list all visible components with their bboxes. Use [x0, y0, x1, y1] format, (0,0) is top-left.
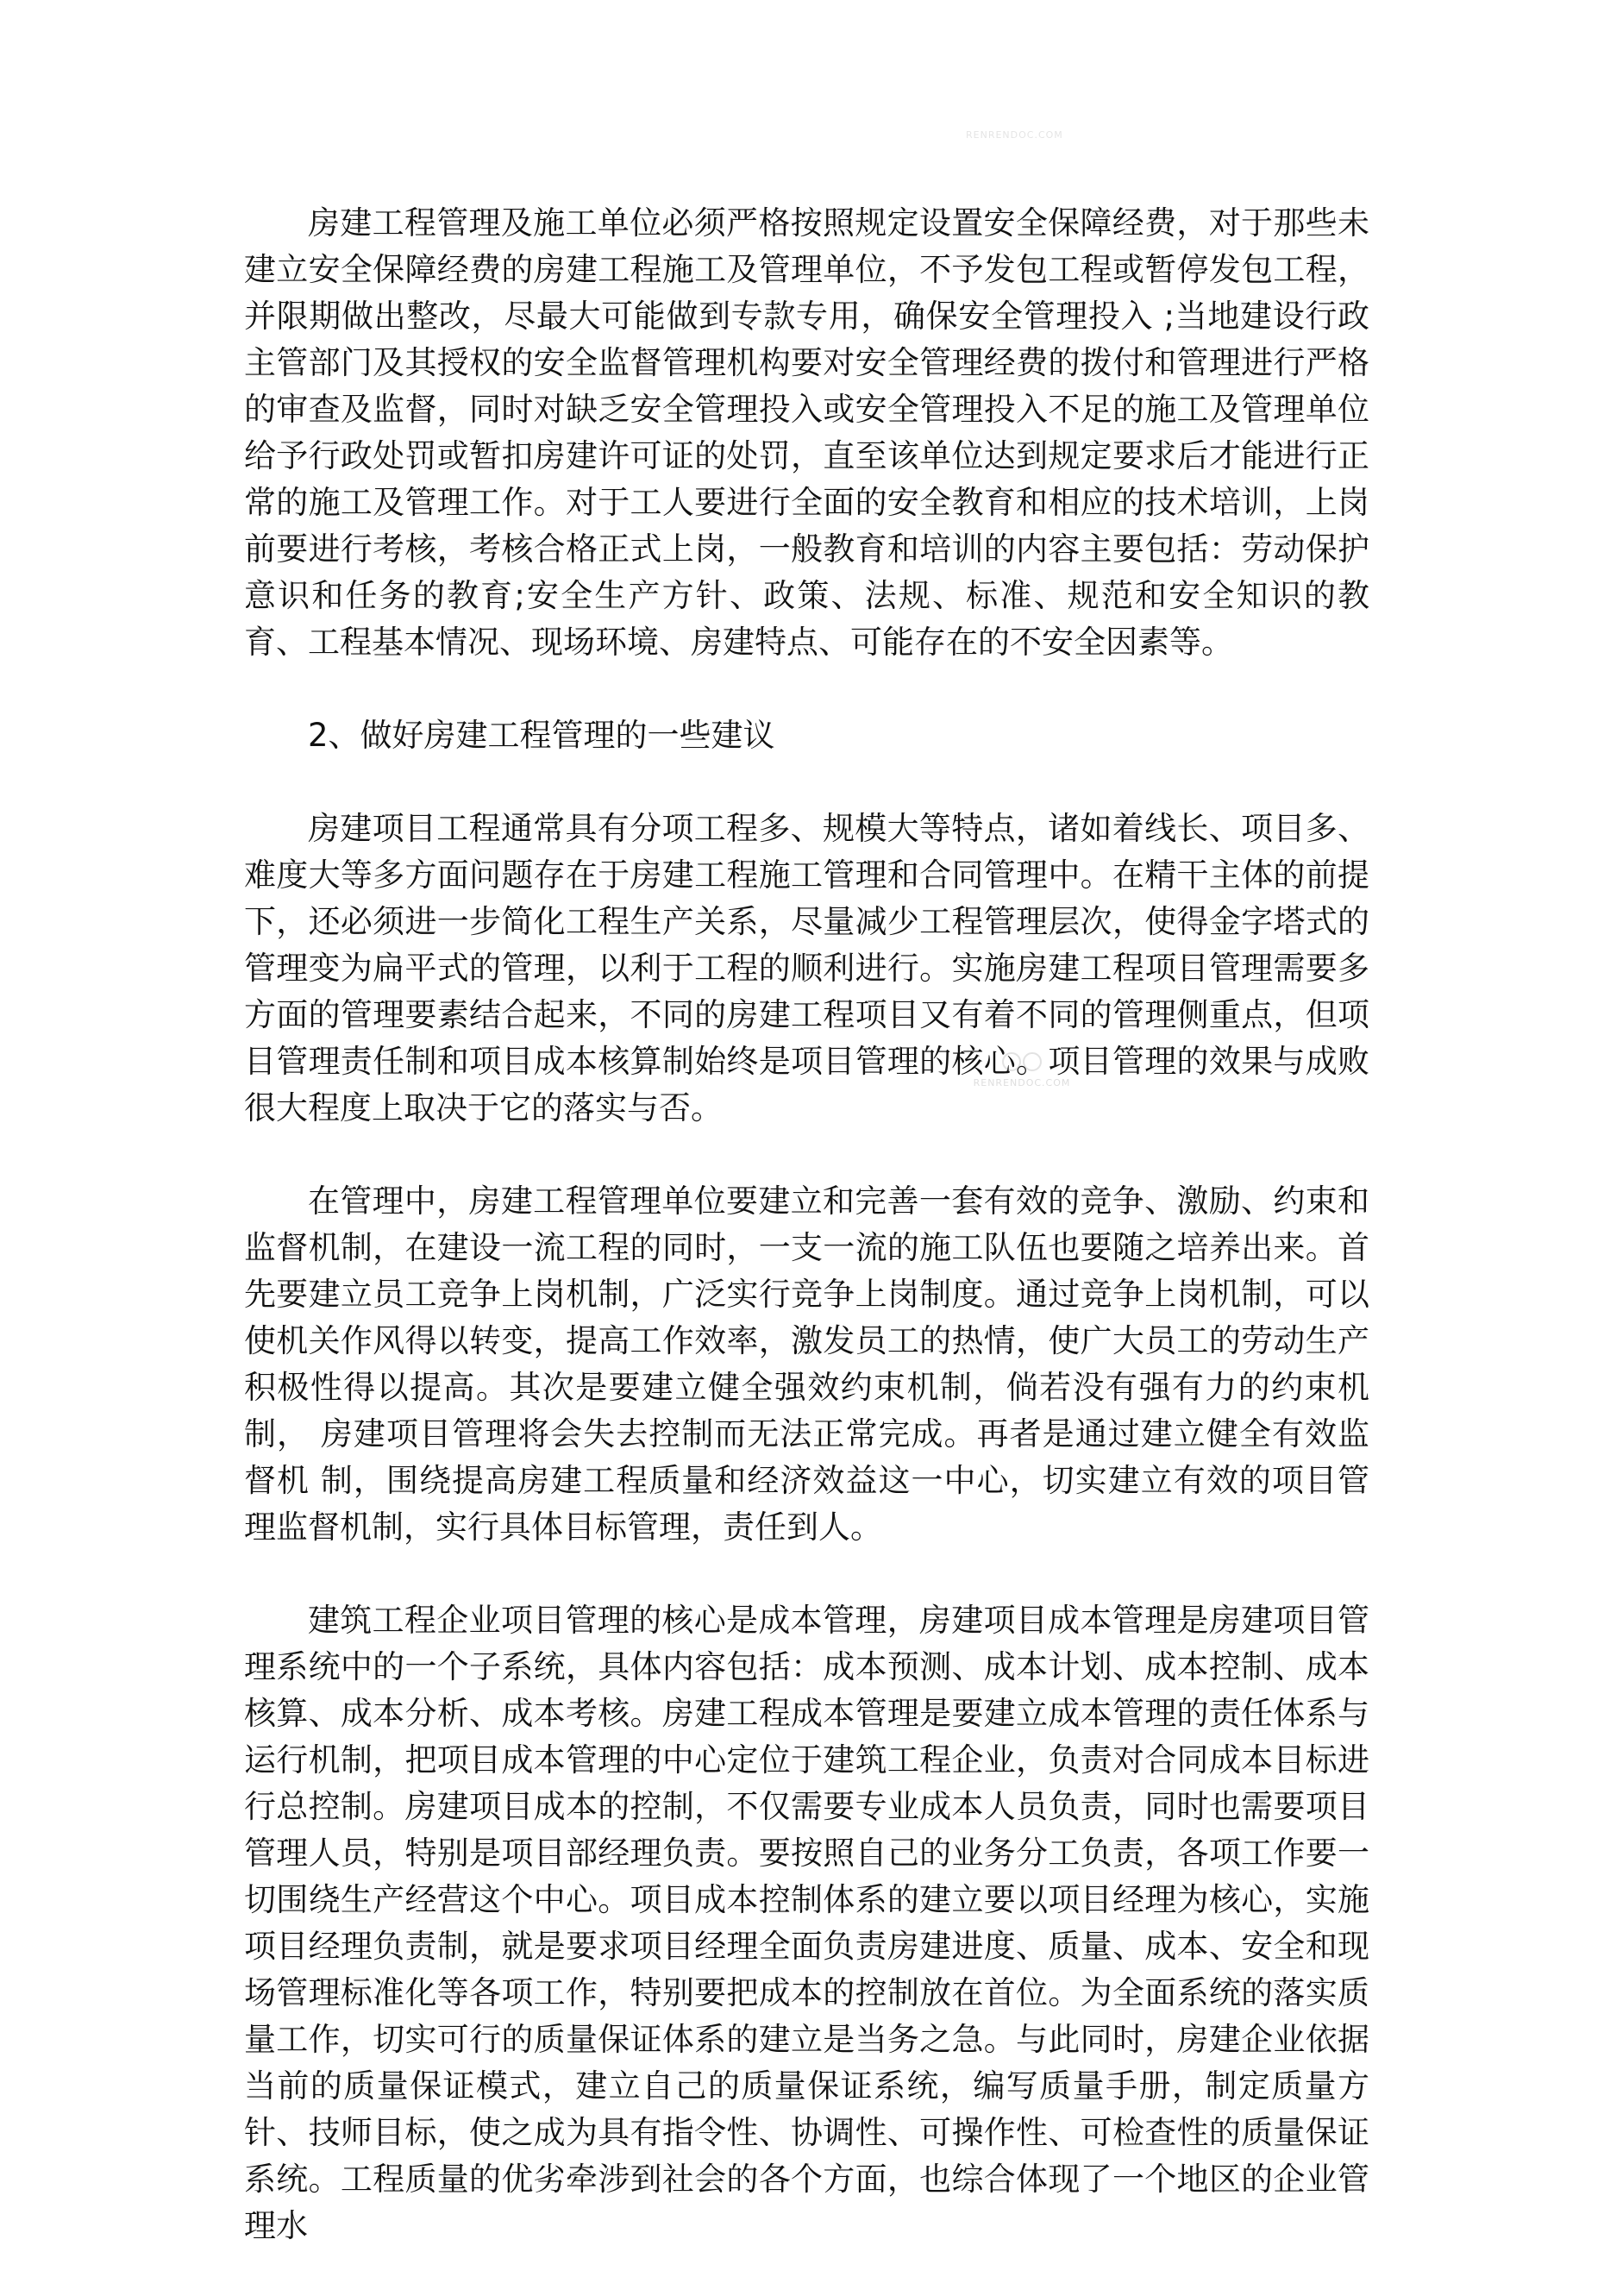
paragraph-4: 建筑工程企业项目管理的核心是成本管理，房建项目成本管理是房建项目管理系统中的一个子系统，具体内容包括：成本预测、成本计划、成本控制、成本核算、成本分析、成本考核。房建工程成本管理是要建立成本管理的责任体系与运行机制，把项目成本管理的中心定位于建筑工程企业，负责对合同成本目标进行总控制。房建项目成本的控制，不仅需要专业成本人员负责，同时也需要项目管理人员，特别是项目部经理负责。要按照自己的业务分工负责，各项工作要一切围绕生产经营这个中心。项目成本控制体系的建立要以项目经理为核心，实施项目经理负责制，就是要求项目经理全面负责房建进度、质量、成本、安全和现场管理标准化等各项工作，特别要把成本的控制放在首位。为全面系统的落实质量工作，切实可行的质量保证体系的建立是当务之急。与此同时，房建企业依据当前的质量保证模式，建立自己的质量保证系统，编写质量手册，制定质量方针、技师目标，使之成为具有指令性、协调性、可操作性、可检查性的质量保证系统。工程质量的优劣牵涉到社会的各个方面，也综合体现了一个地区的企业管理水	[244, 1602, 1369, 2244]
watermark-top: RENRENDOC.COM	[966, 129, 1063, 141]
paragraph-1: 房建工程管理及施工单位必须严格按照规定设置安全保障经费，对于那些未建立安全保障经费的房建工程施工及管理单位，不予发包工程或暂停发包工程，并限期做出整改，尽最大可能做到专款专用，确保安全管理投入 ;当地建设行政主管部门及其授权的安全监督管理机构要对安全管理经费的拨付和管理进行严格的审查及监督，同时对缺乏安全管理投入或安全管理投入不足的施工及管理单位给予行政处罚或暂扣房建许可证的处罚，直至该单位达到规定要求后才能进行正常的施工及管理工作。对于工人要进行全面的安全教育和相应的技术培训，上岗前要进行考核，考核合格正式上岗，一般教育和培训的内容主要包括：劳动保护意识和任务的教育;安全生产方针、政策、法规、标准、规范和安全知识的教育、工程基本情况、现场环境、房建特点、可能存在的不安全因素等。	[244, 204, 1369, 661]
paragraph-3: 在管理中，房建工程管理单位要建立和完善一套有效的竞争、激励、约束和监督机制，在建设一流工程的同时，一支一流的施工队伍也要随之培养出来。首先要建立员工竞争上岗机制，广泛实行竞争上岗制度。通过竞争上岗机制，可以使机关作风得以转变，提高工作效率，激发员工的热情，使广大员工的劳动生产积极性得以提高。其次是要建立健全强效约束机制，倘若没有强有力的约束机制， 房建项目管理将会失去控制而无法正常完成。再者是通过建立健全有效监督机 制，围绕提高房建工程质量和经济效益这一中心，切实建立有效的项目管理监督机制，实行具体目标管理，责任到人。	[244, 1183, 1369, 1546]
paragraph-2: 房建项目工程通常具有分项工程多、规模大等特点，诸如着线长、项目多、难度大等多方面问题存在于房建工程施工管理和合同管理中。在精干主体的前提下，还必须进一步简化工程生产关系，尽量减少工程管理层次，使得金字塔式的管理变为扁平式的管理，以利于工程的顺利进行。实施房建工程项目管理需要多方面的管理要素结合起来，不同的房建工程项目又有着不同的管理侧重点，但项目管理责任制和项目成本核算制始终是项目管理的核心。项目管理的效果与成败很大程度上取决于它的落实与否。	[244, 810, 1369, 1126]
section-heading: 2、做好房建工程管理的一些建议	[308, 717, 775, 754]
document-body	[244, 200, 1369, 2296]
watermark-text: RENRENDOC.COM	[973, 1077, 1071, 1088]
